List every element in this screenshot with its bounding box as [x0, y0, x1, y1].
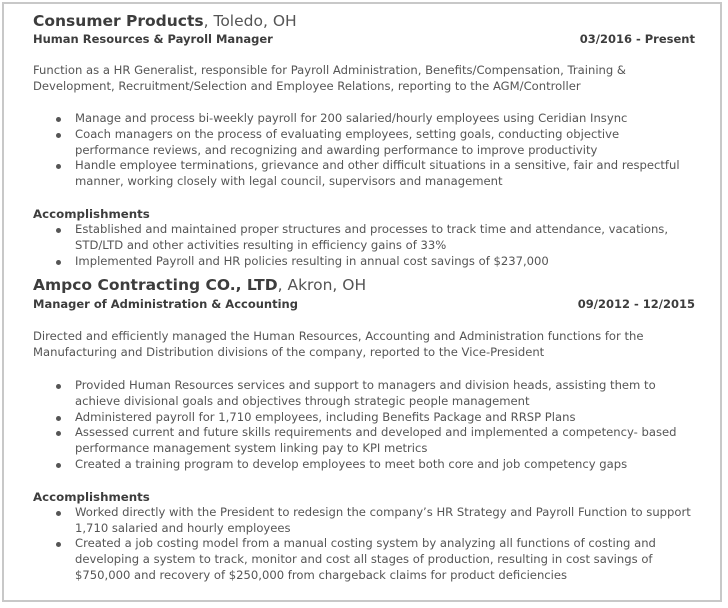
company-location: , Akron, OH — [277, 276, 367, 294]
list-item — [33, 222, 695, 254]
job-summary: Directed and efficiently managed the Human Resources, Accounting and Administration functions for the Manufacturing and Distribution divisions of the company, reported to the Vice-President — [33, 329, 644, 359]
job-title: Manager of Administration & Accounting — [33, 297, 298, 311]
bullet-icon — [56, 228, 61, 233]
list-item — [33, 158, 695, 190]
job-dates: 03/2016 - Present — [579, 32, 695, 46]
list-item — [33, 378, 695, 410]
job-dates: 09/2012 - 12/2015 — [577, 297, 695, 311]
list-item — [33, 457, 695, 473]
job-entry-consumer-products — [33, 11, 695, 269]
bullet-icon — [56, 260, 61, 265]
accomplishments-list — [33, 222, 695, 269]
duties-list — [33, 111, 695, 190]
company-line — [33, 275, 695, 295]
list-item-text: Handle employee terminations, grievance and other difficult situations in a sensitive, fair and respectful manner, working closely with legal council, supervisors and management — [75, 158, 680, 189]
company-name: Ampco Contracting CO., LTD — [33, 276, 278, 294]
list-item — [33, 536, 695, 583]
bullet-icon — [56, 431, 61, 436]
list-item — [33, 410, 695, 426]
job-summary: Function as a HR Generalist, responsible for Payroll Administration, Benefits/Compensation, Training & Development, Recruitment/Selection and Employee Relations, reporting to the AGM/Controller — [33, 63, 626, 93]
list-item-text: Worked directly with the President to redesign the company’s HR Strategy and Payroll Function to support 1,710 salaried and hourly employees — [75, 504, 691, 535]
list-item — [33, 505, 695, 537]
bullet-icon — [56, 463, 61, 468]
accomplishments-heading: Accomplishments — [33, 489, 150, 504]
job-title-row — [33, 296, 695, 312]
list-item-text: Implemented Payroll and HR policies resulting in annual cost savings of $237,000 — [75, 253, 549, 268]
list-item-text: Created a training program to develop employees to meet both core and job competency gaps — [75, 456, 628, 471]
bullet-icon — [56, 117, 61, 122]
list-item-text: Administered payroll for 1,710 employees, including Benefits Package and RRSP Plans — [75, 409, 576, 424]
bullet-icon — [56, 164, 61, 169]
list-item-text: Provided Human Resources services and support to managers and division heads, assisting them to achieve divisional goals and objectives through strategic people management — [75, 378, 656, 408]
company-line — [33, 11, 695, 31]
bullet-icon — [56, 384, 61, 389]
accomplishments-list — [33, 505, 695, 584]
list-item-text: Established and maintained proper structures and processes to track time and attendance, vacations, STD/LTD and other activities resulting in efficiency gains of 33% — [75, 221, 669, 252]
company-location: , Toledo, OH — [203, 12, 297, 30]
list-item — [33, 127, 695, 159]
duties-list — [33, 378, 695, 473]
list-item — [33, 425, 695, 457]
list-item-text: Coach managers on the process of evaluating employees, setting goals, conducting objective performance reviews, and recognizing and awarding performance to improve productivity — [75, 126, 620, 157]
bullet-icon — [56, 511, 61, 516]
bullet-icon — [56, 542, 61, 547]
job-title: Human Resources & Payroll Manager — [33, 32, 273, 46]
job-title-row — [33, 31, 695, 47]
bullet-icon — [56, 133, 61, 138]
list-item-text: Created a job costing model from a manual costing system by analyzing all functions of costing and developing a system to track, monitor and cost all stages of production, resulting in cost savings of $750,000 and recovery of $250,000 from chargeback claims for product deficiencies — [75, 536, 656, 582]
list-item-text: Assessed current and future skills requirements and developed and implemented a competency- based performance management system linking pay to KPI metrics — [75, 425, 677, 456]
job-entry-ampco-contracting — [33, 275, 695, 584]
list-item — [33, 111, 695, 127]
list-item-text: Manage and process bi-weekly payroll for 200 salaried/hourly employees using Ceridian Insync — [75, 111, 628, 125]
company-name: Consumer Products — [33, 12, 204, 30]
bullet-icon — [56, 416, 61, 421]
list-item — [33, 254, 695, 270]
accomplishments-heading: Accomplishments — [33, 206, 150, 221]
